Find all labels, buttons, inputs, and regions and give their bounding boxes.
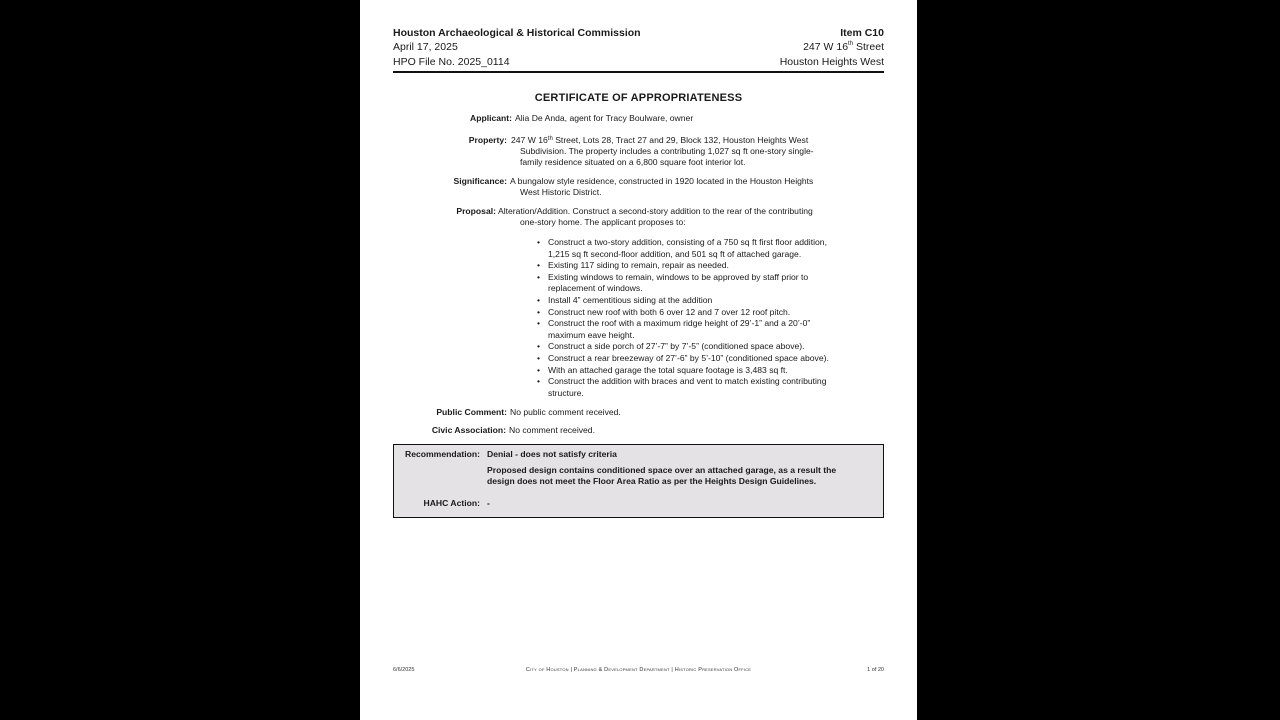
property-ordinal: th	[547, 136, 553, 142]
list-item: • With an attached garage the total square footage is 3,483 sq ft.	[548, 365, 848, 377]
list-item: • Construct a side porch of 27’-7” by 7’-5” (conditioned space above).	[548, 341, 848, 353]
significance-label: Significance:	[453, 176, 507, 186]
header-divider	[393, 71, 884, 73]
proposal-bullet-list	[548, 237, 848, 399]
significance-line-1: A bungalow style residence, constructed in 1920 located in the Houston Heights	[510, 176, 814, 186]
header-address	[803, 40, 884, 54]
proposal-line-1: Alteration/Addition. Construct a second-story addition to the rear of the contributing	[498, 206, 813, 216]
meeting-date: April 17, 2025	[393, 41, 458, 53]
recommendation-box	[393, 444, 884, 518]
page-title: CERTIFICATE OF APPROPRIATENESS	[534, 92, 743, 104]
property-address: 247 W 16	[511, 135, 548, 145]
property-line-2: Subdivision. The property includes a contributing 1,027 sq ft one-story single-	[520, 146, 814, 156]
civic-association-value: No comment received.	[509, 425, 595, 435]
proposal-line-2: one-story home. The applicant proposes to:	[520, 217, 686, 227]
applicant-value: Alia De Anda, agent for Tracy Boulware, owner	[515, 113, 694, 123]
item-number: Item C10	[840, 27, 884, 39]
list-item: • Existing windows to remain, windows to be approved by staff prior to replacement of windows.	[548, 272, 848, 295]
document-page	[360, 0, 917, 720]
list-item: • Construct a rear breezeway of 27’-6” by 5’-10” (conditioned space above).	[548, 353, 848, 365]
recommendation-note-line-1: Proposed design contains conditioned space over an attached garage, as a result the	[487, 465, 837, 475]
list-item: • Construct the addition with braces and vent to match existing contributing structure.	[548, 376, 848, 399]
property-legal: Street, Lots 28, Tract 27 and 29, Block 132, Houston Heights West	[552, 135, 809, 145]
hahc-action-value: -	[487, 498, 490, 508]
recommendation-note-line-2: design does not meet the Floor Area Ratio as per the Heights Design Guidelines.	[487, 476, 817, 486]
property-label: Property:	[468, 135, 507, 145]
address-ordinal: th	[848, 41, 854, 47]
hahc-action-label: HAHC Action:	[423, 498, 480, 508]
proposal-label: Proposal:	[456, 206, 496, 216]
public-comment-label: Public Comment:	[436, 407, 507, 417]
public-comment-value: No public comment received.	[510, 407, 621, 417]
recommendation-label: Recommendation:	[405, 449, 480, 459]
property-line-1	[511, 135, 808, 146]
civic-association-label: Civic Association:	[431, 425, 506, 435]
address-number: 247 W 16	[803, 41, 849, 53]
list-item: • Construct the roof with a maximum ridge height of 29’-1” and a 20’-0” maximum eave height.	[548, 318, 848, 341]
footer-page-number: 1 of 20	[867, 667, 884, 673]
address-street: Street	[853, 41, 884, 53]
list-item: • Construct new roof with both 6 over 12 and 7 over 12 roof pitch.	[548, 307, 848, 319]
file-number: HPO File No. 2025_0114	[393, 56, 510, 68]
footer-date: 6/6/2025	[393, 667, 415, 673]
list-item: • Install 4” cementitious siding at the addition	[548, 295, 848, 307]
list-item: • Construct a two-story addition, consisting of a 750 sq ft first floor addition, 1,215 sq ft second-floor addition, and 501 sq ft of attached garage.	[548, 237, 848, 260]
property-line-3: family residence situated on a 6,800 square foot interior lot.	[520, 157, 746, 167]
applicant-label: Applicant:	[469, 113, 512, 123]
footer-department: City of Houston | Planning & Development Department | Historic Preservation Office	[525, 667, 752, 673]
district-name: Houston Heights West	[779, 56, 884, 68]
recommendation-value: Denial - does not satisfy criteria	[487, 449, 617, 459]
org-name: Houston Archaeological & Historical Commission	[393, 27, 641, 39]
significance-line-2: West Historic District.	[520, 187, 602, 197]
list-item: • Existing 117 siding to remain, repair as needed.	[548, 260, 848, 272]
